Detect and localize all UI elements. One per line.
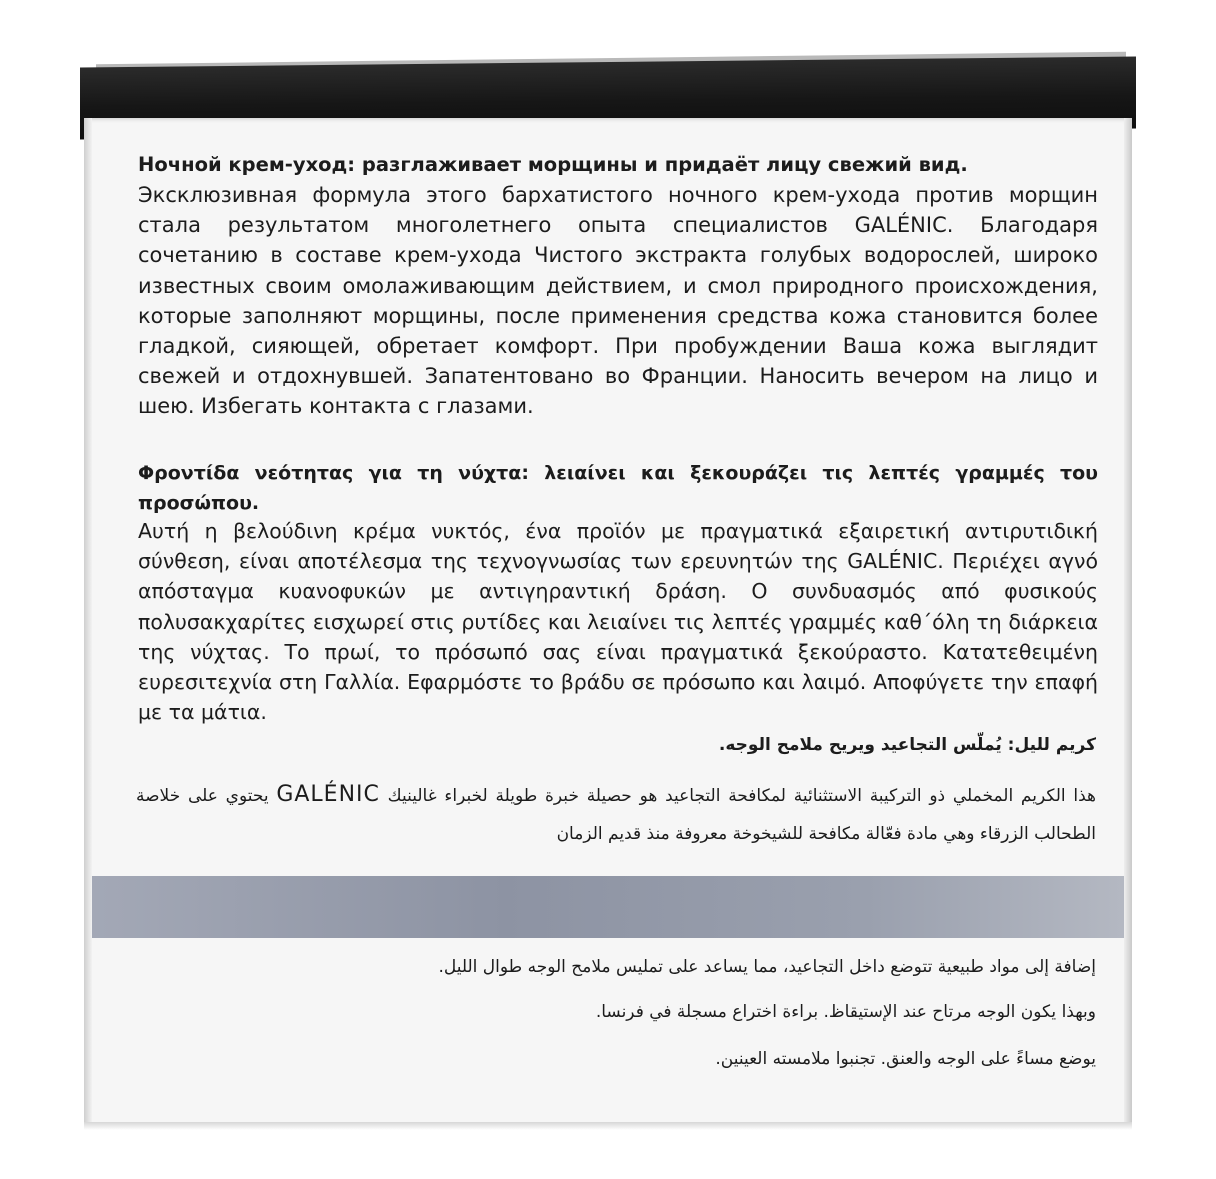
greek-title: Φροντίδα νεότητας για τη νύχτα: λειαίνει και ξεκουράζει τις λεπτές γραμμές του προσώπου. <box>138 462 1098 514</box>
panel-left-edge <box>84 118 92 1128</box>
russian-description: Эксклюзивная формула этого бархатистого ночного крем-ухода против морщин стала результатом многолетнего опыта специалистов GALÉNIC. Благодаря сочетанию в составе крем-ухода Чистого экстракта голубых водорослей, широко известных своим омолаживающим действием, и смол природного происхождения, которые заполняют морщины, после применения средства кожа становится более гладкой, сияющей, обретает комфорт. При пробуждении Ваша кожа выглядит свежей и отдохнувшей. Запатентовано во Франции. Наносить вечером на лицо и шею. Избегать контакта с глазами. <box>138 183 1098 419</box>
russian-title: Ночной крем-уход: разглаживает морщины и придаёт лицу свежий вид. <box>138 153 968 176</box>
greek-description: Αυτή η βελούδινη κρέμα νυκτός, ένα προϊόν με πραγματικά εξαιρετική αντιρυτιδική σύνθεση, είναι αποτέλεσμα της τεχνογνωσίας των ερευνητών της GALÉNIC. Περιέχει αγνό απόσταγμα κυανοφυκών με αντιγηραντική δράση. Ο συνδυασμός από φυσικούς πολυσακχαρίτες εισχωρεί στις ρυτίδες και λειαίνει τις λεπτές γραμμές καθ΄όλη τη διάρκεια της νύχτας. Το πρωί, το πρόσωπό σας είναι πραγματικά ξεκούραστο. Κατατεθειμένη ευρεσιτεχνία στη Γαλλία. Εφαρμόστε το βράδυ σε πρόσωπο και λαιμό. Αποφύγετε την επαφή με τα μάτια. <box>138 519 1098 725</box>
panel-bottom-edge <box>84 1122 1132 1130</box>
arabic-line-1: إضافة إلى مواد طبيعية تتوضع داخل التجاعيد، مما يساعد على تمليس ملامح الوجه طوال الليل. <box>438 957 1096 977</box>
arabic-description <box>136 776 1096 853</box>
decorative-color-band <box>92 876 1124 938</box>
arabic-line-3: يوضع مساءً على الوجه والعنق. تجنبوا ملامسته العينين. <box>715 1049 1096 1069</box>
panel-right-edge <box>1124 118 1132 1128</box>
arabic-description-part2: يحتوي على خلاصة الطحالب الزرقاء وهي مادة فعّالة مكافحة للشيخوخة معروفة منذ قديم الزمان <box>136 786 1096 844</box>
arabic-description-part1: هذا الكريم المخملي ذو التركيبة الاستثنائية لمكافحة التجاعيد هو حصيلة خبرة طويلة لخبراء غالينيك <box>387 786 1097 806</box>
brand-name: GALÉNIC <box>276 782 380 807</box>
arabic-title: كريم لليل: يُملّس التجاعيد ويريح ملامح الوجه. <box>718 735 1096 755</box>
arabic-line-2: وبهذا يكون الوجه مرتاح عند الإستيقاظ. براءة اختراع مسجلة في فرنسا. <box>595 1002 1096 1022</box>
